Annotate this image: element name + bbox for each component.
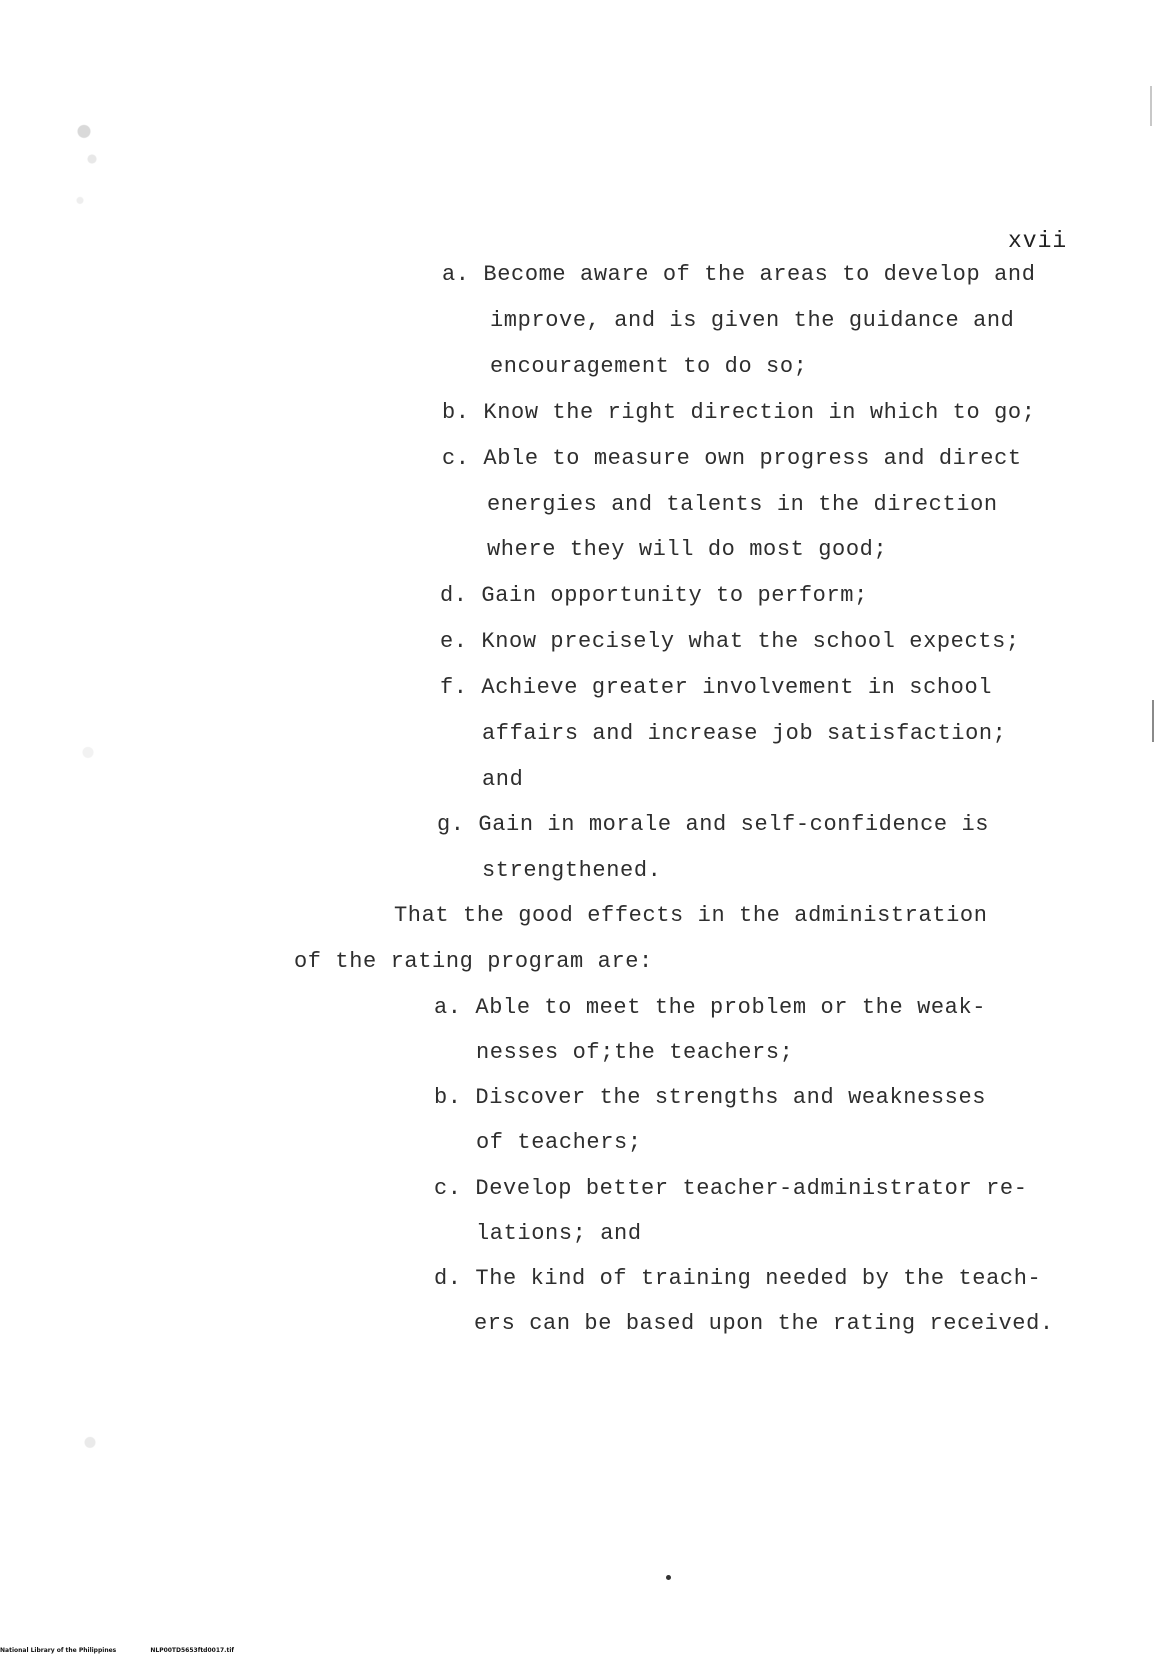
list1-item-a: a. Become aware of the areas to develop and (442, 262, 1036, 287)
list2-item-a-cont: nesses of;the teachers; (476, 1040, 794, 1065)
list2-item-c: c. Develop better teacher-administrator re- (434, 1176, 1028, 1201)
list1-item-f-cont: affairs and increase job satisfaction; (482, 721, 1007, 746)
list2-item-a: a. Able to meet the problem or the weak- (434, 995, 987, 1020)
page-number: xvii (1008, 228, 1068, 254)
footer-file: NLP00TD5653ftd0017.tif (150, 1647, 234, 1654)
paragraph-line-1: That the good effects in the administration (394, 903, 988, 928)
scan-footer (0, 1647, 234, 1654)
list2-item-c-cont: lations; and (476, 1221, 642, 1246)
list1-item-f: f. Achieve greater involvement in school (440, 675, 993, 700)
list2-item-b-cont: of teachers; (476, 1130, 642, 1155)
list1-item-c: c. Able to measure own progress and direct (442, 446, 1022, 471)
list1-item-d: d. Gain opportunity to perform; (440, 583, 868, 608)
scan-mark-top (1150, 86, 1152, 126)
stray-dot (666, 1575, 671, 1580)
list1-item-e: e. Know precisely what the school expects; (440, 629, 1020, 654)
list2-item-b: b. Discover the strengths and weaknesses (434, 1085, 987, 1110)
list1-item-c-cont: energies and talents in the direction (487, 492, 998, 517)
scan-edge-speckle (68, 90, 108, 1470)
list1-item-a-cont: encouragement to do so; (490, 354, 808, 379)
list1-item-g: g. Gain in morale and self-confidence is (437, 812, 990, 837)
list1-item-f-cont: and (482, 767, 524, 792)
list2-item-d-cont: ers can be based upon the rating received. (474, 1311, 1054, 1336)
list2-item-d: d. The kind of training needed by the teach- (434, 1266, 1042, 1291)
list1-item-g-cont: strengthened. (482, 858, 662, 883)
paragraph-line-2: of the rating program are: (294, 949, 653, 974)
list1-item-c-cont: where they will do most good; (487, 537, 888, 562)
list1-item-a-cont: improve, and is given the guidance and (490, 308, 1015, 333)
list1-item-b: b. Know the right direction in which to go; (442, 400, 1036, 425)
footer-library: National Library of the Philippines (0, 1647, 117, 1654)
scan-mark-bar (1152, 700, 1154, 742)
